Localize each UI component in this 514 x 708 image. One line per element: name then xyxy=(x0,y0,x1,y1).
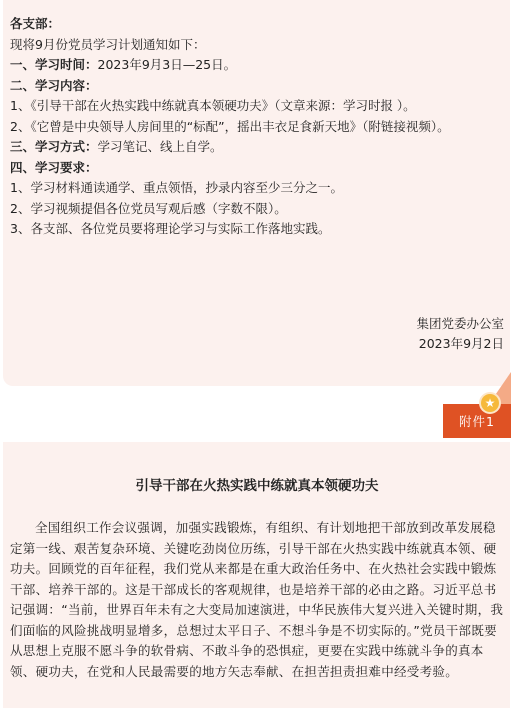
section-time-value: 2023年9月3日—25日。 xyxy=(97,57,237,72)
section-method-value: 学习笔记、线上自学。 xyxy=(97,139,223,154)
section-time xyxy=(10,55,506,76)
section-content-heading: 二、学习内容： xyxy=(10,77,98,93)
section-method-heading: 三、学习方式： xyxy=(10,139,98,154)
requirement-item: 3、各支部、各位党员要将理论学习与实际工作落地实践。 xyxy=(10,221,331,236)
signature-block xyxy=(416,314,504,354)
article-title: 引导干部在火热实践中练就真本领硬功夫 xyxy=(135,478,379,494)
content-item: 1、《引导干部在火热实践中练就真本领硬功夫》（文章来源：学习时报 ）。 xyxy=(10,98,416,113)
requirement-item: 1、学习材料通读通学、重点领悟，抄录内容至少三分之一。 xyxy=(10,180,343,195)
star-icon: ★ xyxy=(481,394,499,412)
article-body: 全国组织工作会议强调，加强实践锻炼，有组织、有计划地把干部放到改革发展稳定第一线、艰苦复杂环境、关键吃劲岗位历练，引导干部在火热实践中练就真本领、硬功夫。回顾党的百年征程，我们党从来都是在重大政治任务中、在火热社会实践中锻炼干部、培养干部的。这是干部成长的客观规律，也是培养干部的必由之路。习近平总书记强调：“当前，世界百年未有之大变局加速演进，中华民族伟大复兴进入关键时期，我们面临的风险挑战明显增多，总想过太平日子、不想斗争是不切实际的。”党员干部既要从思想上克服不愿斗争的软骨病、不敢斗争的恐惧症，更要在实践中练就斗争的真本领、硬功夫，在党和人民最需要的地方矢志奉献、在担苦担责担难中经受考验。 xyxy=(10,520,504,679)
content-item: 2、《它曾是中央领导人房间里的“标配”，摇出丰衣足食新天地》（附链接视频）。 xyxy=(10,118,450,134)
notice-intro: 现将9月份党员学习计划通知如下： xyxy=(10,36,206,52)
attachment-label-tab xyxy=(431,372,511,442)
attachment-label: 附件1 xyxy=(443,404,511,438)
signature-date: 2023年9月2日 xyxy=(418,336,504,351)
notice-text xyxy=(10,14,506,240)
signature-org: 集团党委办公室 xyxy=(416,316,504,331)
requirement-item: 2、学习视频提倡各位党员写观后感（字数不限）。 xyxy=(10,200,287,216)
section-requirements-heading: 四、学习要求： xyxy=(10,159,98,175)
section-time-heading: 一、学习时间： xyxy=(10,57,98,72)
greeting: 各支部： xyxy=(10,16,61,31)
section-method xyxy=(10,137,506,158)
